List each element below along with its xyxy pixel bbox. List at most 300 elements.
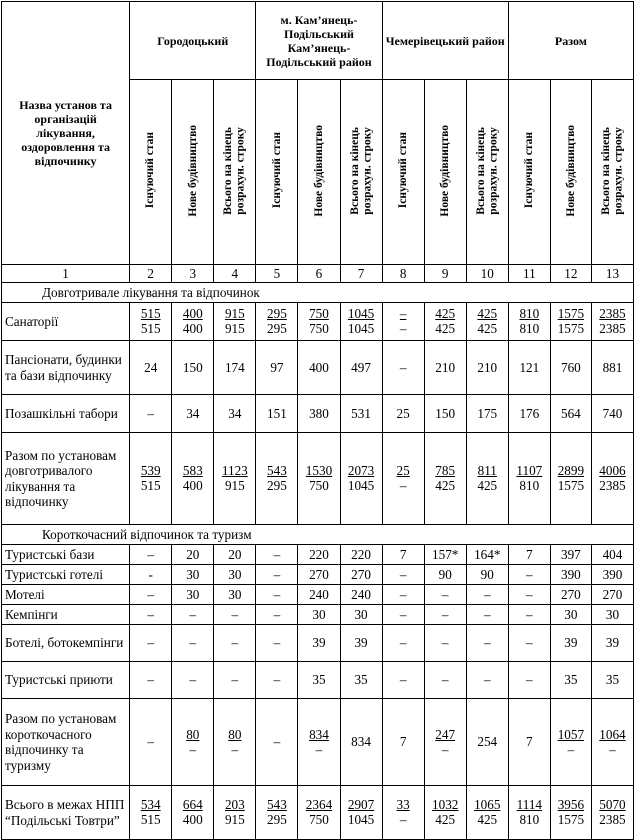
table-cell: 740 xyxy=(591,395,633,433)
section-row xyxy=(2,525,634,545)
table-cell xyxy=(256,786,298,840)
fraction-value xyxy=(477,306,497,336)
value-lower: 425 xyxy=(435,812,456,828)
fraction-value xyxy=(348,306,374,336)
value-upper: 1114 xyxy=(516,797,543,813)
subcolumn-header-text: Нове будівництво xyxy=(438,124,451,217)
table-cell xyxy=(382,786,424,840)
table-row xyxy=(2,625,634,662)
row-label: Пансіонати, будинки та бази відпочинку xyxy=(2,341,130,395)
subcolumn-header xyxy=(214,80,256,265)
table-cell: – xyxy=(256,605,298,625)
fraction-value xyxy=(516,463,542,493)
value-upper: 2385 xyxy=(599,306,626,322)
fraction-value xyxy=(183,797,203,827)
table-cell xyxy=(298,786,340,840)
value-lower: 915 xyxy=(224,812,245,828)
fraction-value xyxy=(309,306,329,336)
table-cell: 210 xyxy=(466,341,508,395)
table-cell: – xyxy=(130,585,172,605)
value-upper: 25 xyxy=(396,463,410,479)
table-cell: – xyxy=(382,565,424,585)
value-upper: 915 xyxy=(224,306,245,322)
value-lower: – xyxy=(315,741,323,757)
table-cell xyxy=(298,433,340,525)
value-upper: 810 xyxy=(519,306,540,322)
table-cell xyxy=(340,433,382,525)
table-cell: 39 xyxy=(550,625,591,662)
column-number: 13 xyxy=(591,265,633,283)
value-lower: 425 xyxy=(477,812,498,828)
subcolumn-header-text: Існуючий стан xyxy=(523,132,536,209)
value-upper: 834 xyxy=(309,726,329,742)
fraction-value xyxy=(225,306,245,336)
table-cell: 390 xyxy=(550,565,591,585)
table-cell: – xyxy=(256,585,298,605)
column-number: 6 xyxy=(298,265,340,283)
table-cell: – xyxy=(214,662,256,699)
table-cell: – xyxy=(130,545,172,565)
table-cell: 7 xyxy=(382,699,424,786)
table-cell: – xyxy=(466,605,508,625)
table-cell: 400 xyxy=(298,341,340,395)
value-upper: 543 xyxy=(267,797,287,813)
table-cell: 30 xyxy=(214,585,256,605)
fraction-value xyxy=(309,727,329,757)
subcolumn-header-text: Всього на кінець розрахун. строку xyxy=(222,126,247,215)
table-cell: – xyxy=(382,585,424,605)
table-cell: – xyxy=(424,625,466,662)
column-number: 8 xyxy=(382,265,424,283)
table-cell: – xyxy=(508,662,550,699)
table-cell: – xyxy=(130,605,172,625)
column-number-row xyxy=(2,265,634,283)
table-cell: 7 xyxy=(382,545,424,565)
value-lower: – xyxy=(441,741,449,757)
value-lower: 515 xyxy=(140,478,161,494)
column-number: 2 xyxy=(130,265,172,283)
table-cell xyxy=(424,433,466,525)
value-upper: 80 xyxy=(186,726,200,742)
row-label: Санаторії xyxy=(2,303,130,341)
table-cell: 270 xyxy=(591,585,633,605)
table-cell: 175 xyxy=(466,395,508,433)
value-upper: 2364 xyxy=(305,797,333,813)
fraction-value xyxy=(517,797,542,827)
value-upper: 80 xyxy=(228,726,242,742)
row-label: Кемпінги xyxy=(2,605,130,625)
fraction-value xyxy=(558,797,584,827)
table-cell: 30 xyxy=(550,605,591,625)
fraction-value xyxy=(474,797,500,827)
value-upper: 247 xyxy=(435,726,456,742)
table-cell: 254 xyxy=(466,699,508,786)
table-cell: 30 xyxy=(298,605,340,625)
value-upper: 515 xyxy=(140,306,161,322)
row-label: Туристські приюти xyxy=(2,662,130,699)
subcolumn-header xyxy=(550,80,591,265)
value-lower: – xyxy=(189,741,197,757)
subcolumn-header xyxy=(466,80,508,265)
table-cell: – xyxy=(256,699,298,786)
table-cell: 30 xyxy=(172,565,214,585)
value-lower: 295 xyxy=(267,321,287,337)
table-cell: – xyxy=(424,585,466,605)
table-cell: 240 xyxy=(298,585,340,605)
table-cell: – xyxy=(172,662,214,699)
fraction-value xyxy=(348,797,374,827)
table-cell: 20 xyxy=(214,545,256,565)
value-lower: – xyxy=(399,321,407,337)
table-cell: 90 xyxy=(466,565,508,585)
table-cell xyxy=(591,699,633,786)
table-cell xyxy=(214,786,256,840)
fraction-value xyxy=(558,463,584,493)
table-cell: 150 xyxy=(172,341,214,395)
section-title: Довготривале лікування та відпочинок xyxy=(2,283,634,303)
table-cell xyxy=(508,786,550,840)
fraction-value xyxy=(519,306,539,336)
table-cell xyxy=(424,786,466,840)
column-number: 3 xyxy=(172,265,214,283)
table-cell: 35 xyxy=(550,662,591,699)
table-cell: 157* xyxy=(424,545,466,565)
value-lower: 515 xyxy=(140,321,161,337)
value-upper: 664 xyxy=(182,797,203,813)
table-cell: – xyxy=(214,625,256,662)
value-lower: 2385 xyxy=(599,478,626,494)
fraction-value xyxy=(599,306,625,336)
value-lower: 750 xyxy=(309,478,329,494)
table-cell: 39 xyxy=(591,625,633,662)
table-cell xyxy=(340,303,382,341)
column-number: 11 xyxy=(508,265,550,283)
row-label: Туристські бази xyxy=(2,545,130,565)
table-cell xyxy=(214,303,256,341)
row-label: Туристські готелі xyxy=(2,565,130,585)
value-lower: 2385 xyxy=(599,321,626,337)
table-cell: 24 xyxy=(130,341,172,395)
fraction-value xyxy=(183,306,203,336)
value-upper: 400 xyxy=(182,306,203,322)
table-cell: 564 xyxy=(550,395,591,433)
table-cell xyxy=(130,433,172,525)
table-cell: 97 xyxy=(256,341,298,395)
table-cell: 30 xyxy=(214,565,256,585)
row-label: Разом по установам короткочасного відпочинку та туризму xyxy=(2,699,130,786)
fraction-value xyxy=(599,727,625,757)
fraction-value xyxy=(558,306,584,336)
fraction-value xyxy=(306,797,332,827)
table-cell: 531 xyxy=(340,395,382,433)
table-cell xyxy=(340,786,382,840)
table-cell: – xyxy=(508,605,550,625)
table-cell: 34 xyxy=(172,395,214,433)
column-number: 5 xyxy=(256,265,298,283)
table-cell: 39 xyxy=(340,625,382,662)
subcolumn-header-text: Нове будівництво xyxy=(186,124,199,217)
table-cell: 390 xyxy=(591,565,633,585)
table-cell xyxy=(256,303,298,341)
subcolumn-header-text: Існуючий стан xyxy=(144,132,157,209)
fraction-value xyxy=(141,306,161,336)
table-row xyxy=(2,341,634,395)
group-header-chemerivtsi: Чемерівецький район xyxy=(382,2,508,80)
value-upper: 1530 xyxy=(305,463,333,479)
table-cell xyxy=(508,303,550,341)
subcolumn-header xyxy=(172,80,214,265)
value-upper: 539 xyxy=(140,463,161,479)
table-cell xyxy=(172,699,214,786)
value-upper: 5070 xyxy=(599,797,626,813)
column-number: 7 xyxy=(340,265,382,283)
fraction-value xyxy=(400,306,407,336)
table-cell xyxy=(550,786,591,840)
table-cell: 404 xyxy=(591,545,633,565)
value-upper: 1045 xyxy=(347,306,375,322)
value-lower: 425 xyxy=(477,478,498,494)
subcolumn-header-text: Існуючий стан xyxy=(270,132,283,209)
table-cell: 380 xyxy=(298,395,340,433)
table-cell: 35 xyxy=(340,662,382,699)
table-cell xyxy=(298,699,340,786)
row-label: Ботелі, ботокемпінги xyxy=(2,625,130,662)
fraction-value xyxy=(599,797,625,827)
table-cell: 30 xyxy=(591,605,633,625)
table-cell: – xyxy=(466,585,508,605)
table-row xyxy=(2,395,634,433)
table-cell: – xyxy=(466,662,508,699)
subcolumn-header xyxy=(256,80,298,265)
table-cell: – xyxy=(130,625,172,662)
fraction-value xyxy=(397,797,410,827)
value-lower: 425 xyxy=(435,321,456,337)
row-label: Позашкільні табори xyxy=(2,395,130,433)
table-cell: 176 xyxy=(508,395,550,433)
value-upper: 1123 xyxy=(221,463,248,479)
table-cell: – xyxy=(424,605,466,625)
table-cell: 174 xyxy=(214,341,256,395)
table-cell xyxy=(424,303,466,341)
fraction-value xyxy=(267,306,287,336)
subcolumn-header xyxy=(508,80,550,265)
fraction-value xyxy=(599,463,625,493)
table-cell: – xyxy=(256,662,298,699)
column-number: 1 xyxy=(2,265,130,283)
value-lower: 810 xyxy=(519,321,540,337)
value-upper: 33 xyxy=(396,797,410,813)
table-cell xyxy=(466,433,508,525)
column-number: 10 xyxy=(466,265,508,283)
subcolumn-header xyxy=(382,80,424,265)
value-lower: 1575 xyxy=(557,812,585,828)
table-cell: 270 xyxy=(340,565,382,585)
table-row xyxy=(2,662,634,699)
table-cell: – xyxy=(424,662,466,699)
table-cell xyxy=(591,433,633,525)
table-cell xyxy=(550,699,591,786)
fraction-value xyxy=(141,797,161,827)
table-row xyxy=(2,585,634,605)
fraction-value xyxy=(432,797,458,827)
fraction-value xyxy=(435,727,455,757)
value-lower: – xyxy=(399,812,407,828)
table-cell: 90 xyxy=(424,565,466,585)
value-lower: 1045 xyxy=(347,478,375,494)
section-row xyxy=(2,283,634,303)
fraction-value xyxy=(348,463,374,493)
value-upper: 4006 xyxy=(599,463,626,479)
subcolumn-header-text: Всього на кінець розрахун. строку xyxy=(348,126,374,215)
table-cell: 35 xyxy=(591,662,633,699)
value-lower: 810 xyxy=(519,812,540,828)
table-cell: – xyxy=(382,625,424,662)
subcolumn-header-text: Всього на кінець розрахун. строку xyxy=(599,126,625,215)
value-lower: 2385 xyxy=(599,812,626,828)
table-cell: 220 xyxy=(298,545,340,565)
subcolumn-header xyxy=(130,80,172,265)
group-header-kamianets: м. Кам’янець-Подільський Кам’янець-Подільський район xyxy=(256,2,382,80)
table-cell: – xyxy=(466,625,508,662)
value-lower: 750 xyxy=(309,812,329,828)
fraction-value xyxy=(183,463,203,493)
table-cell: 760 xyxy=(550,341,591,395)
fraction-value xyxy=(228,727,241,757)
name-column-header: Назва установ та організацій лікування, оздоровлення та відпочинку xyxy=(2,2,130,265)
table-cell xyxy=(591,303,633,341)
value-upper: 811 xyxy=(477,463,497,479)
value-lower: 425 xyxy=(477,321,498,337)
table-cell: 121 xyxy=(508,341,550,395)
column-number: 4 xyxy=(214,265,256,283)
value-upper: 1057 xyxy=(557,726,585,742)
value-lower: 515 xyxy=(140,812,161,828)
table-cell: 150 xyxy=(424,395,466,433)
value-upper: 1575 xyxy=(557,306,585,322)
value-upper: – xyxy=(399,306,407,322)
table-cell: – xyxy=(172,605,214,625)
table-cell: 881 xyxy=(591,341,633,395)
table-cell: 35 xyxy=(298,662,340,699)
table-cell: 270 xyxy=(298,565,340,585)
table-cell xyxy=(466,786,508,840)
table-cell: 151 xyxy=(256,395,298,433)
group-header-horodok: Городоцький xyxy=(130,2,256,80)
value-lower: 810 xyxy=(519,478,540,494)
value-upper: 1107 xyxy=(516,463,543,479)
value-upper: 425 xyxy=(477,306,498,322)
value-lower: 400 xyxy=(182,321,203,337)
value-lower: 295 xyxy=(267,478,287,494)
value-upper: 425 xyxy=(435,306,456,322)
table-cell: 240 xyxy=(340,585,382,605)
table-cell: 30 xyxy=(172,585,214,605)
table-cell: – xyxy=(382,662,424,699)
section-title: Короткочасний відпочинок та туризм xyxy=(2,525,634,545)
value-lower: 295 xyxy=(267,812,287,828)
table-cell: – xyxy=(130,395,172,433)
value-upper: 785 xyxy=(435,463,456,479)
value-lower: 400 xyxy=(182,812,203,828)
fraction-value xyxy=(435,463,455,493)
fraction-value xyxy=(435,306,455,336)
table-row xyxy=(2,565,634,585)
table-cell: – xyxy=(130,662,172,699)
table-cell xyxy=(130,303,172,341)
value-lower: 1045 xyxy=(347,812,375,828)
table-cell: 164* xyxy=(466,545,508,565)
table-cell: 210 xyxy=(424,341,466,395)
value-lower: 1045 xyxy=(347,321,375,337)
value-lower: 750 xyxy=(309,321,329,337)
value-lower: – xyxy=(609,741,616,757)
subcolumn-header-text: Існуючий стан xyxy=(396,132,409,209)
table-cell: 497 xyxy=(340,341,382,395)
table-cell xyxy=(382,433,424,525)
table-row xyxy=(2,433,634,525)
value-lower: 1575 xyxy=(557,321,585,337)
table-cell: 20 xyxy=(172,545,214,565)
fraction-value xyxy=(222,463,248,493)
fraction-value xyxy=(267,463,287,493)
table-cell xyxy=(172,786,214,840)
value-upper: 2907 xyxy=(347,797,375,813)
table-row xyxy=(2,605,634,625)
fraction-value xyxy=(141,463,161,493)
table-cell xyxy=(172,303,214,341)
value-lower: – xyxy=(231,741,239,757)
table-cell xyxy=(214,433,256,525)
table-cell: 7 xyxy=(508,545,550,565)
table-cell xyxy=(466,303,508,341)
table-cell: 34 xyxy=(214,395,256,433)
value-upper: 543 xyxy=(267,463,287,479)
table-cell: 39 xyxy=(298,625,340,662)
data-table xyxy=(1,1,634,840)
column-number: 12 xyxy=(550,265,591,283)
table-cell xyxy=(550,303,591,341)
table-cell: 270 xyxy=(550,585,591,605)
table-cell: – xyxy=(508,565,550,585)
subcolumn-header xyxy=(424,80,466,265)
value-upper: 2899 xyxy=(557,463,585,479)
subcolumn-header-text: Нове будівництво xyxy=(564,124,577,217)
value-upper: 1064 xyxy=(599,726,626,742)
value-upper: 1032 xyxy=(432,797,459,813)
table-cell: – xyxy=(214,605,256,625)
table-cell: – xyxy=(382,605,424,625)
column-number: 9 xyxy=(424,265,466,283)
table-row xyxy=(2,303,634,341)
value-lower: 425 xyxy=(435,478,456,494)
table-cell: - xyxy=(130,565,172,585)
table-cell: – xyxy=(256,625,298,662)
table-row xyxy=(2,545,634,565)
table-cell: – xyxy=(130,699,172,786)
value-upper: 750 xyxy=(309,306,329,322)
value-lower: 400 xyxy=(182,478,203,494)
subcolumn-header-text: Всього на кінець розрахун. строку xyxy=(474,126,500,215)
table-cell xyxy=(550,433,591,525)
value-lower: 1575 xyxy=(557,478,585,494)
table-cell: – xyxy=(256,545,298,565)
value-lower: 915 xyxy=(224,321,245,337)
fraction-value xyxy=(186,727,199,757)
table-cell xyxy=(591,786,633,840)
table-cell: 30 xyxy=(340,605,382,625)
table-cell: – xyxy=(256,565,298,585)
fraction-value xyxy=(225,797,245,827)
